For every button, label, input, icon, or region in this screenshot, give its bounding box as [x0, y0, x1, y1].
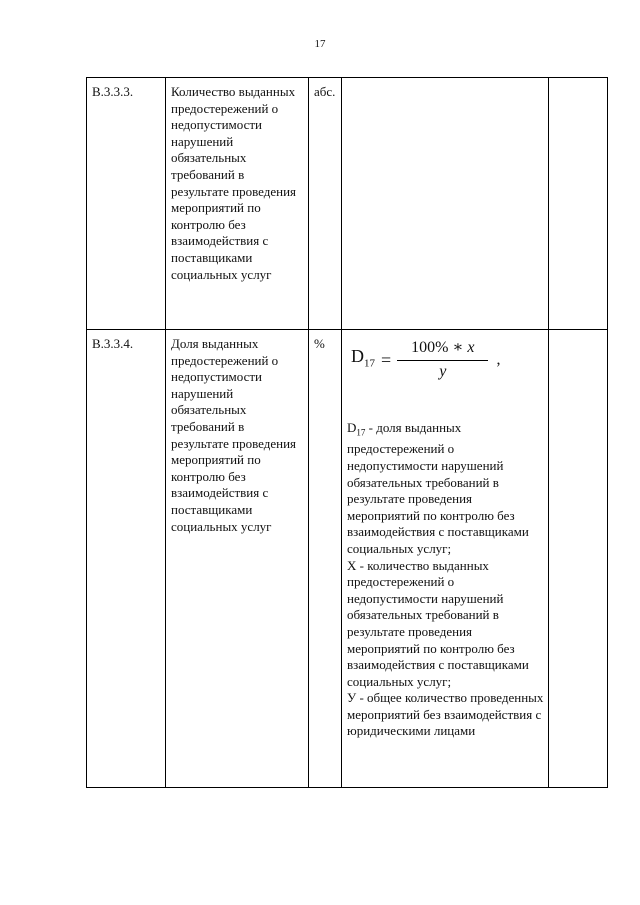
indicator-extra-cell [549, 78, 608, 330]
formula-numerator-variable: x [467, 339, 475, 356]
formula-lhs [351, 348, 375, 372]
indicator-name: Доля выданных предостережений о недопустимости нарушений обязательных требований в результате проведения мероприятий по контролю без взаимодействия с поставщиками социальных услуг [166, 330, 309, 788]
formula [351, 340, 544, 380]
formula-numerator-operator: ∗ [448, 339, 468, 356]
definition-d17-subscript: 17 [356, 427, 366, 438]
definition-x: Х - количество выданных предостережений о недопустимости нарушений обязательных требований в результате проведения мероприятий по контролю без взаимодействия с поставщиками социальных услуг; [347, 557, 529, 689]
page-number: 17 [314, 38, 326, 50]
indicator-unit: абс. [309, 78, 342, 330]
indicator-formula-cell [342, 330, 549, 788]
indicator-code: В.3.3.3. [87, 78, 166, 330]
table-row [87, 78, 608, 330]
formula-numerator [397, 340, 488, 361]
formula-trailing: , [496, 350, 501, 368]
indicator-name: Количество выданных предостережений о недопустимости нарушений обязательных требований в результате проведения мероприятий по контролю без взаимодействия с поставщиками социальных услуг [166, 78, 309, 330]
definition-d17-symbol: D [347, 420, 357, 436]
table-row [87, 330, 608, 788]
indicator-extra-cell [549, 330, 608, 788]
definition-d17-text: - доля выданных предостережений о недопустимости нарушений обязательных требований в результате проведения мероприятий по контролю без взаимодействия с поставщиками социальных услуг; [347, 420, 529, 556]
formula-equals: = [381, 349, 392, 370]
formula-denominator: y [439, 362, 447, 380]
definition-y: У - общее количество проведенных мероприятий без взаимодействия с юридическими лицами [347, 690, 544, 739]
indicator-table [86, 77, 608, 788]
indicator-code: В.3.3.4. [87, 330, 166, 788]
indicator-formula-cell [342, 78, 549, 330]
definition-d17 [347, 420, 544, 557]
formula-fraction [397, 340, 488, 380]
formula-lhs-symbol: D [351, 346, 364, 366]
indicator-unit: % [309, 330, 342, 788]
formula-numerator-value: 100% [411, 339, 449, 356]
formula-lhs-subscript: 17 [364, 357, 375, 370]
